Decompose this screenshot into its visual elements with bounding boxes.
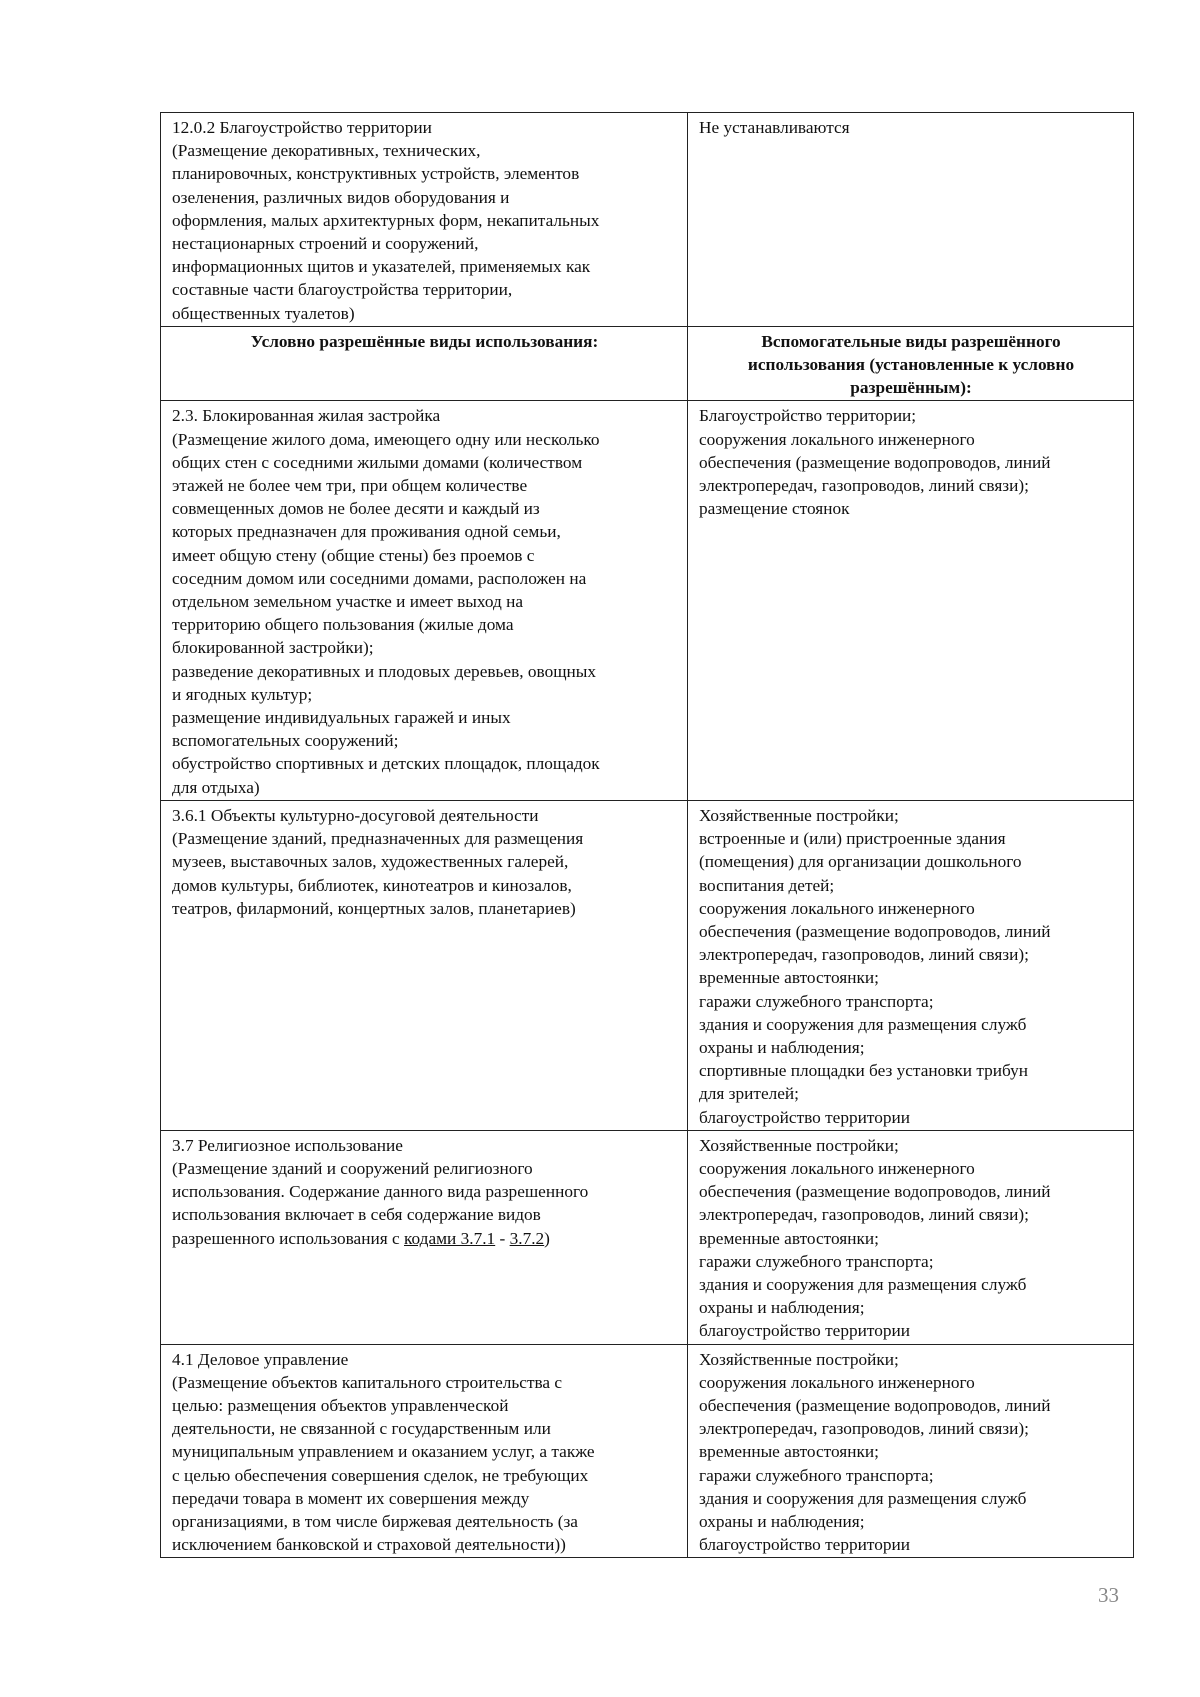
auxiliary-use-cell — [688, 1344, 1134, 1558]
cell-line: спортивные площадки без установки трибун — [699, 1061, 1029, 1081]
cell-line: 2.3. Блокированная жилая застройка — [172, 406, 441, 426]
cell-line: (помещения) для организации дошкольного — [699, 852, 1022, 872]
cell-line: разведение декоративных и плодовых деревьев, овощных — [172, 661, 597, 681]
cell-line: здания и сооружения для размещения служб — [699, 1014, 1027, 1034]
header-text: Условно разрешённые виды использования: — [250, 331, 599, 351]
cell-line: планировочных, конструктивных устройств, элементов — [172, 164, 580, 184]
page-number: 33 — [1098, 1583, 1119, 1607]
cell-line: размещение стоянок — [699, 499, 850, 519]
cell-line: передачи товара в момент их совершения между — [172, 1488, 530, 1508]
cell-line: 3.7 Религиозное использование — [172, 1135, 403, 1155]
cell-line: благоустройство территории — [699, 1535, 910, 1555]
cell-line: исключением банковской и страховой деятельности)) — [172, 1535, 566, 1555]
cell-line: и ягодных культур; — [172, 684, 313, 704]
cell-line: информационных щитов и указателей, применяемых как — [172, 257, 591, 277]
cell-line: обеспечения (размещение водопроводов, линий — [699, 1395, 1051, 1415]
cell-line: электропередач, газопроводов, линий связи); — [699, 1419, 1029, 1439]
line-text: разрешенного использования с — [172, 1228, 404, 1248]
cell-line: Хозяйственные постройки; — [699, 1135, 899, 1155]
code-link-3-7-1[interactable]: кодами 3.7.1 — [404, 1228, 496, 1248]
cell-line: составные части благоустройства территории, — [172, 280, 513, 300]
cell-line: для зрителей; — [699, 1084, 799, 1104]
cell-line — [172, 1227, 677, 1250]
cell-line: территорию общего пользования (жилые дома — [172, 615, 514, 635]
cell-line: охраны и наблюдения; — [699, 1037, 865, 1057]
cell-line: временные автостоянки; — [699, 1442, 879, 1462]
separator: - — [495, 1228, 510, 1248]
cell-line: использования включает в себя содержание видов — [172, 1205, 541, 1225]
cell-line: 12.0.2 Благоустройство территории — [172, 118, 432, 137]
cell-line: блокированной застройки); — [172, 638, 374, 658]
cell-line: для отдыха) — [172, 777, 260, 797]
header-text: Вспомогательные виды разрешённого — [761, 331, 1061, 351]
auxiliary-uses-header — [688, 326, 1134, 401]
cell-line: оформления, малых архитектурных форм, некапитальных — [172, 210, 600, 230]
cell-line: театров, филармоний, концертных залов, планетариев) — [172, 898, 576, 918]
cell-line: охраны и наблюдения; — [699, 1298, 865, 1318]
cell-line: здания и сооружения для размещения служб — [699, 1274, 1027, 1294]
header-text: использования (установленные к условно — [747, 355, 1075, 375]
use-type-cell — [161, 113, 688, 327]
auxiliary-use-cell — [688, 401, 1134, 800]
cell-line: с целью обеспечения совершения сделок, не требующих — [172, 1465, 589, 1485]
cell-line: имеет общую стену (общие стены) без проемов с — [172, 545, 535, 565]
cell-line: 3.6.1 Объекты культурно-досуговой деятельности — [172, 805, 539, 825]
cell-line: (Размещение зданий и сооружений религиозного — [172, 1158, 533, 1178]
cell-line: деятельности, не связанной с государственным или — [172, 1419, 551, 1439]
cell-line: соседним домом или соседними домами, расположен на — [172, 568, 587, 588]
cell-line: благоустройство территории — [699, 1107, 910, 1127]
cell-line: гаражи служебного транспорта; — [699, 1251, 934, 1271]
cell-line: временные автостоянки; — [699, 1228, 879, 1248]
cell-line: муниципальным управлением и оказанием услуг, а также — [172, 1442, 595, 1462]
cell-line: воспитания детей; — [699, 875, 835, 895]
cell-line: Хозяйственные постройки; — [699, 1349, 899, 1369]
cell-line: (Размещение жилого дома, имеющего одну или несколько — [172, 429, 600, 449]
cell-line: совмещенных домов не более десяти и каждый из — [172, 499, 540, 519]
cell-line: организациями, в том числе биржевая деятельность (за — [172, 1511, 578, 1531]
cell-line: (Размещение зданий, предназначенных для размещения — [172, 829, 584, 849]
cell-line: сооружения локального инженерного — [699, 898, 975, 918]
cell-line: благоустройство территории — [699, 1321, 910, 1341]
line-text: ) — [544, 1228, 550, 1248]
cell-line: домов культуры, библиотек, кинотеатров и кинозалов, — [172, 875, 572, 895]
table-row — [161, 800, 1134, 1130]
use-type-cell — [161, 1130, 688, 1344]
cell-line: электропередач, газопроводов, линий связи); — [699, 476, 1029, 496]
cell-line: обустройство спортивных и детских площадок, площадок — [172, 754, 600, 774]
cell-line: которых предназначен для проживания одной семьи, — [172, 522, 561, 542]
cell-line: встроенные и (или) пристроенные здания — [699, 829, 1006, 849]
cell-line: охраны и наблюдения; — [699, 1511, 865, 1531]
table-row — [161, 1344, 1134, 1558]
cell-line: общественных туалетов) — [172, 303, 355, 323]
use-type-cell — [161, 1344, 688, 1558]
cell-line: общих стен с соседними жилыми домами (количеством — [172, 452, 583, 472]
cell-line: Хозяйственные постройки; — [699, 805, 899, 825]
cell-line: Не устанавливаются — [699, 118, 850, 137]
cell-line: гаражи служебного транспорта; — [699, 991, 934, 1011]
cell-line: озеленения, различных видов оборудования и — [172, 187, 510, 207]
auxiliary-use-cell — [688, 1130, 1134, 1344]
table-row — [161, 1130, 1134, 1344]
cell-line: целью: размещения объектов управленческой — [172, 1395, 509, 1415]
cell-line: обеспечения (размещение водопроводов, линий — [699, 452, 1051, 472]
auxiliary-use-cell — [688, 113, 1134, 327]
cell-line: сооружения локального инженерного — [699, 1158, 975, 1178]
cell-line: сооружения локального инженерного — [699, 1372, 975, 1392]
cell-line: Благоустройство территории; — [699, 406, 917, 426]
cell-line: использования. Содержание данного вида разрешенного — [172, 1182, 589, 1202]
cell-line: нестационарных строений и сооружений, — [172, 234, 479, 254]
cell-line: сооружения локального инженерного — [699, 429, 975, 449]
cell-line: гаражи служебного транспорта; — [699, 1465, 934, 1485]
table-header-row — [161, 326, 1134, 401]
header-text: разрешённым): — [850, 378, 972, 398]
cell-line: размещение индивидуальных гаражей и иных — [172, 708, 511, 728]
cell-line: обеспечения (размещение водопроводов, линий — [699, 1182, 1051, 1202]
cell-line: 4.1 Деловое управление — [172, 1349, 349, 1369]
table-row — [161, 113, 1134, 327]
table-row — [161, 401, 1134, 800]
use-type-cell — [161, 800, 688, 1130]
cell-line: отдельном земельном участке и имеет выход на — [172, 592, 524, 612]
cell-line: здания и сооружения для размещения служб — [699, 1488, 1027, 1508]
cell-line: временные автостоянки; — [699, 968, 879, 988]
code-link-3-7-2[interactable]: 3.7.2 — [509, 1228, 545, 1248]
cell-line: (Размещение декоративных, технических, — [172, 141, 481, 161]
cell-line: (Размещение объектов капитального строительства с — [172, 1372, 563, 1392]
use-type-cell — [161, 401, 688, 800]
land-use-table — [160, 112, 1134, 1558]
cell-line: вспомогательных сооружений; — [172, 731, 399, 751]
cell-line: электропередач, газопроводов, линий связи); — [699, 945, 1029, 965]
conditional-uses-header — [161, 326, 688, 401]
auxiliary-use-cell — [688, 800, 1134, 1130]
cell-line: электропередач, газопроводов, линий связи); — [699, 1205, 1029, 1225]
cell-line: этажей не более чем три, при общем количестве — [172, 476, 528, 496]
cell-line: обеспечения (размещение водопроводов, линий — [699, 921, 1051, 941]
cell-line: музеев, выставочных залов, художественных галерей, — [172, 852, 569, 872]
